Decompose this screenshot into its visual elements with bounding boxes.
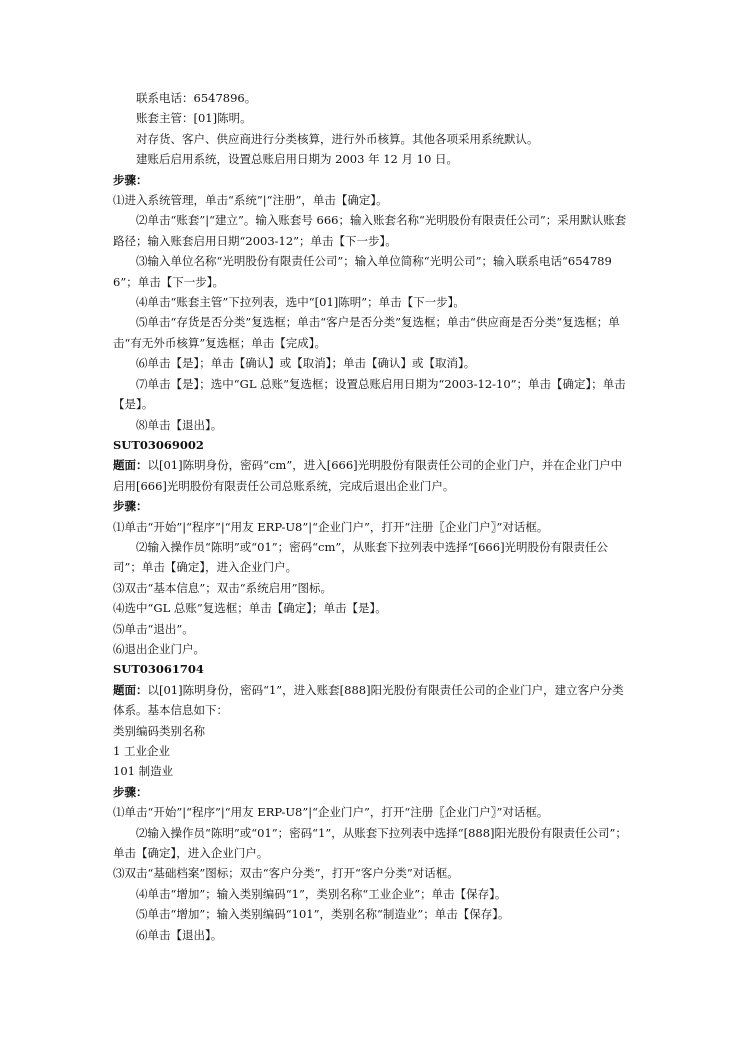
question-text (113, 455, 633, 496)
step-line: ⑵输入操作员“陈明”或“01”；密码“1”，从账套下拉列表中选择“[888]阳光股份有限责任公司”；单击【确定】，进入企业门户。 (113, 825, 627, 861)
intro-line: 账套主管：[01]陈明。 (136, 111, 252, 126)
step-line: ⑷选中“GL 总账”复选框；单击【确定】；单击【是】。 (113, 601, 387, 616)
question-code: SUT03061704 (113, 662, 204, 677)
question-body: 以[01]陈明身份，密码“cm”，进入[666]光明股份有限责任公司的企业门户，并在企业门户中启用[666]光明股份有限责任公司总账系统，完成后退出企业门户。 (113, 458, 623, 493)
document-page (113, 88, 633, 945)
step-line: ⑹单击【退出】。 (136, 927, 223, 942)
steps-heading: 步骤： (113, 784, 148, 799)
step-line: ⑴进入系统管理，单击“系统”|“注册”，单击【确定】。 (113, 193, 388, 208)
question-body: 以[01]陈明身份，密码“1”，进入账套[888]阳光股份有限责任公司的企业门户，建立客户分类体系。基本信息如下： (113, 682, 624, 718)
step-line: ⑴单击“开始”|“程序”|“用友 ERP-U8”|“企业门户”，打开“注册〖企业门户〗”对话框。 (113, 519, 549, 534)
question-label: 题面： (113, 458, 148, 473)
step-line: ⑸单击“存货是否分类”复选框；单击“客户是否分类”复选框；单击“供应商是否分类”复选框；单击“有无外币核算”复选框；单击【完成】。 (113, 315, 620, 350)
intro-line: 联系电话：6547896。 (136, 91, 257, 105)
step-line: ⑷单击“增加”；输入类别编码“1”，类别名称“工业企业”；单击【保存】。 (136, 886, 507, 901)
intro-line: 建账后启用系统，设置总账启用日期为 2003 年 12 月 10 日。 (136, 152, 458, 167)
step-line: ⑶双击“基本信息”；双击“系统启用”图标。 (113, 580, 333, 595)
steps-heading: 步骤： (113, 172, 148, 187)
info-line: 101 制造业 (113, 764, 174, 779)
question-code: SUT03069002 (113, 437, 204, 452)
step-line: ⑷单击“账套主管”下拉列表，选中“[01]陈明”；单击【下一步】。 (136, 295, 465, 310)
intro-line: 对存货、客户、供应商进行分类核算，进行外币核算。其他各项采用系统默认。 (136, 131, 539, 146)
question-label: 题面： (113, 682, 148, 697)
step-line: ⑵单击“账套”|“建立”。输入账套号 666；输入账套名称“光明股份有限责任公司”；采用默认账套路径；输入账套启用日期“2003-12”；单击【下一步】。 (113, 213, 627, 248)
info-line: 1 工业企业 (113, 744, 170, 758)
step-line: ⑶双击“基础档案”图标；双击“客户分类”，打开“客户分类”对话框。 (113, 866, 459, 881)
step-line: ⑸单击“退出”。 (113, 621, 194, 636)
step-line: ⑵输入操作员“陈明”或“01”；密码“cm”，从账套下拉列表中选择“[666]光明股份有限责任公司”；单击【确定】，进入企业门户。 (113, 539, 609, 575)
step-line: ⑴单击“开始”|“程序”|“用友 ERP-U8”|“企业门户”，打开“注册〖企业门户〗”对话框。 (113, 805, 549, 820)
step-line: ⑹退出企业门户。 (113, 641, 205, 656)
step-line: ⑺单击【是】；选中“GL 总账”复选框；设置总账启用日期为“2003-12-10”；单击【确定】；单击【是】。 (113, 376, 626, 412)
step-line: ⑶输入单位名称“光明股份有限责任公司”；输入单位简称“光明公司”；输入联系电话“6547896”；单击【下一步】。 (113, 254, 612, 289)
info-line: 类别编码类别名称 (113, 723, 205, 738)
step-line: ⑸单击“增加”；输入类别编码“101”，类别名称“制造业”；单击【保存】。 (136, 907, 510, 922)
steps-heading: 步骤： (113, 499, 148, 514)
step-line: ⑻单击【退出】。 (136, 417, 223, 432)
step-line: ⑹单击【是】；单击【确认】或【取消】；单击【确认】或【取消】。 (136, 356, 476, 371)
question-text (113, 680, 633, 721)
